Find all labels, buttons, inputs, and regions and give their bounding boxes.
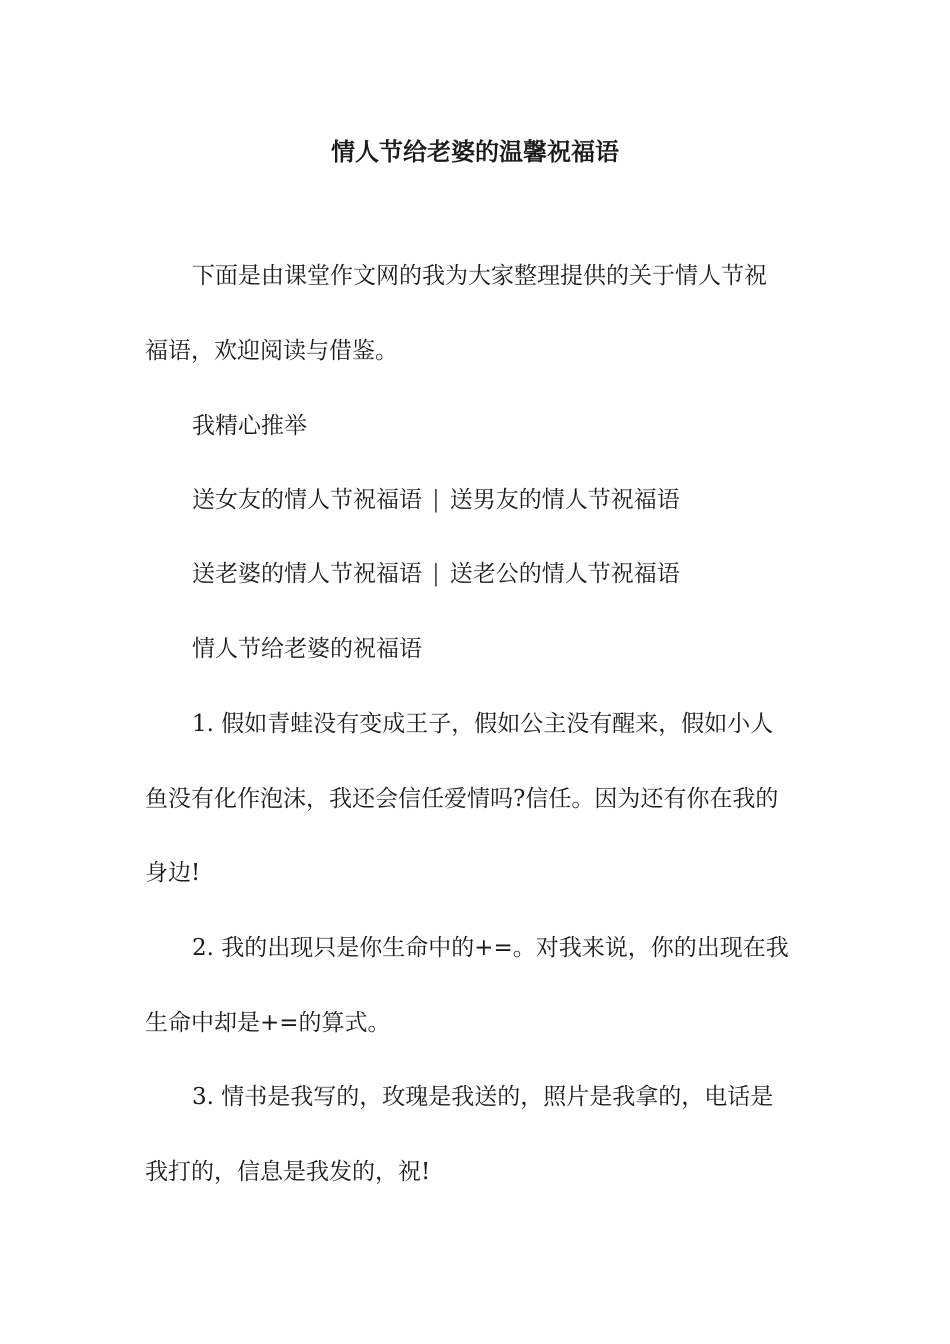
link-husband-wishes[interactable]: 送老公的情人节祝福语 (449, 561, 680, 587)
item-2-line-2: 生命中却是+=的算式。 (145, 1010, 391, 1036)
document-title: 情人节给老婆的温馨祝福语 (331, 137, 619, 166)
link-separator: | (432, 561, 440, 587)
item-1-line-2: 鱼没有化作泡沫，我还会信任爱情吗?信任。因为还有你在我的 (145, 786, 779, 812)
links-row-1 (192, 483, 862, 517)
links-row-2 (192, 557, 862, 591)
intro-line-2: 福语，欢迎阅读与借鉴。 (145, 338, 398, 364)
section-heading: 情人节给老婆的祝福语 (192, 636, 422, 662)
link-wife-wishes[interactable]: 送老婆的情人节祝福语 (192, 561, 422, 587)
item-1-line-1: 1. 假如青蛙没有变成王子，假如公主没有醒来，假如小人 (192, 711, 774, 737)
recommend-heading: 我精心推举 (192, 413, 307, 439)
item-2-line-1: 2. 我的出现只是你生命中的+=。对我来说，你的出现在我 (192, 935, 789, 961)
item-1-line-3: 身边! (145, 860, 201, 886)
item-3-line-1: 3. 情书是我写的，玫瑰是我送的，照片是我拿的，电话是 (192, 1084, 774, 1110)
link-separator: | (432, 487, 440, 513)
link-girlfriend-wishes[interactable]: 送女友的情人节祝福语 (192, 487, 422, 513)
intro-line-1: 下面是由课堂作文网的我为大家整理提供的关于情人节祝 (192, 263, 767, 289)
item-3-line-2: 我打的，信息是我发的，祝! (145, 1159, 431, 1185)
link-boyfriend-wishes[interactable]: 送男友的情人节祝福语 (449, 487, 680, 513)
